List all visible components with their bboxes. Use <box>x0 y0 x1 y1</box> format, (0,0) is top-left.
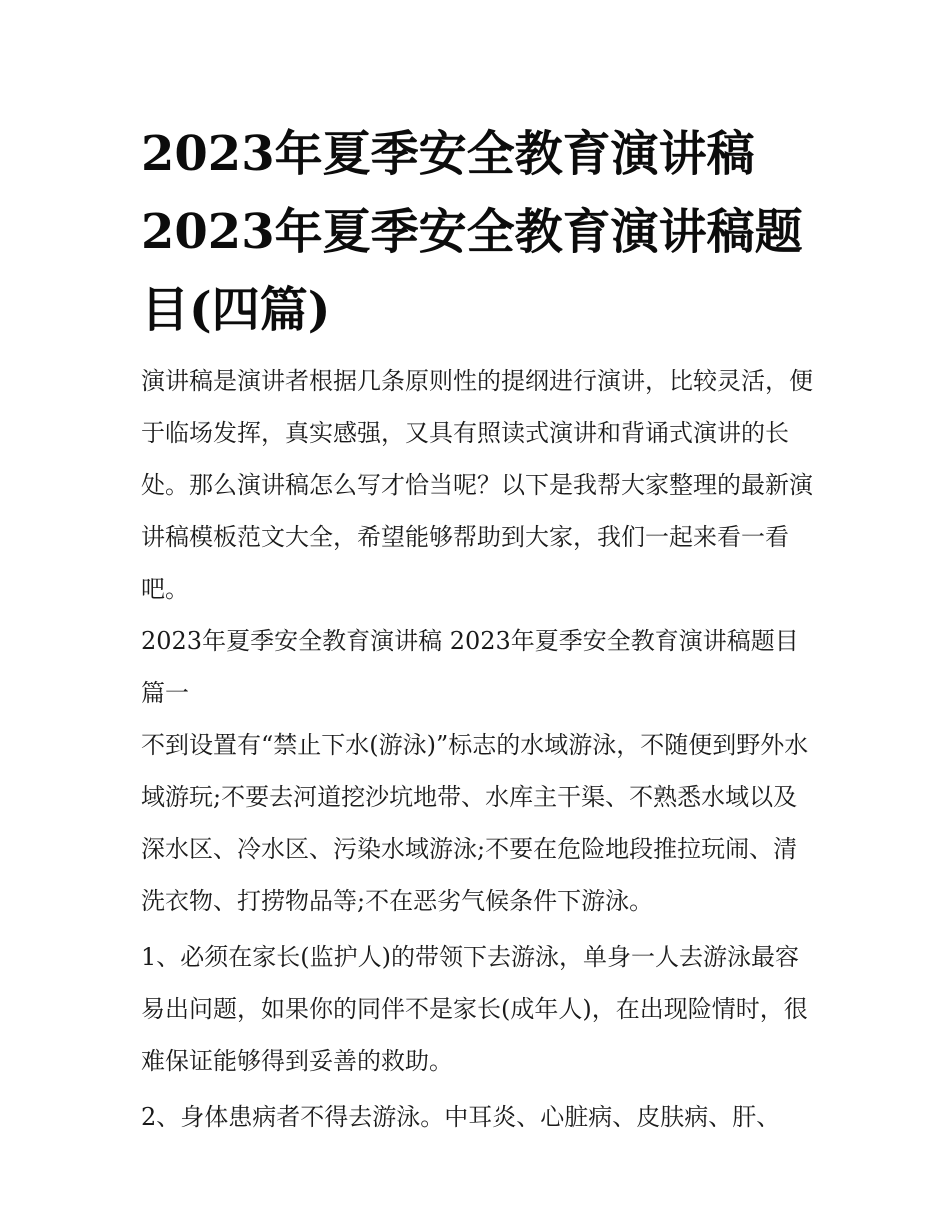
numbered-item-2: 2、身体患病者不得去游泳。中耳炎、心脏病、皮肤病、肝、 <box>141 1103 781 1131</box>
document-title: 2023年夏季安全教育演讲稿 2023年夏季安全教育演讲稿题目(四篇) <box>141 126 803 338</box>
safety-paragraph: 不到设置有“禁止下水(游泳)”标志的水域游泳，不随便到野外水域游玩;不要去河道挖沙坑地带、水库主干渠、不熟悉水域以及深水区、冷水区、污染水域游泳;不要在危险地段推拉玩闹、清洗衣物、打捞物品等;不在恶劣气候条件下游泳。 <box>141 731 809 915</box>
section-heading: 2023年夏季安全教育演讲稿 2023年夏季安全教育演讲稿题目篇一 <box>141 627 799 707</box>
numbered-item-1: 1、必须在家长(监护人)的带领下去游泳，单身一人去游泳最容易出问题，如果你的同伴不是家长(成年人)，在出现险情时，很难保证能够得到妥善的救助。 <box>141 943 808 1075</box>
document-body <box>141 115 821 1143</box>
intro-paragraph: 演讲稿是演讲者根据几条原则性的提纲进行演讲，比较灵活，便于临场发挥，真实感强，又具有照读式演讲和背诵式演讲的长处。那么演讲稿怎么写才恰当呢？以下是我帮大家整理的最新演讲稿模板范文大全，希望能够帮助到大家，我们一起来看一看吧。 <box>141 367 813 603</box>
